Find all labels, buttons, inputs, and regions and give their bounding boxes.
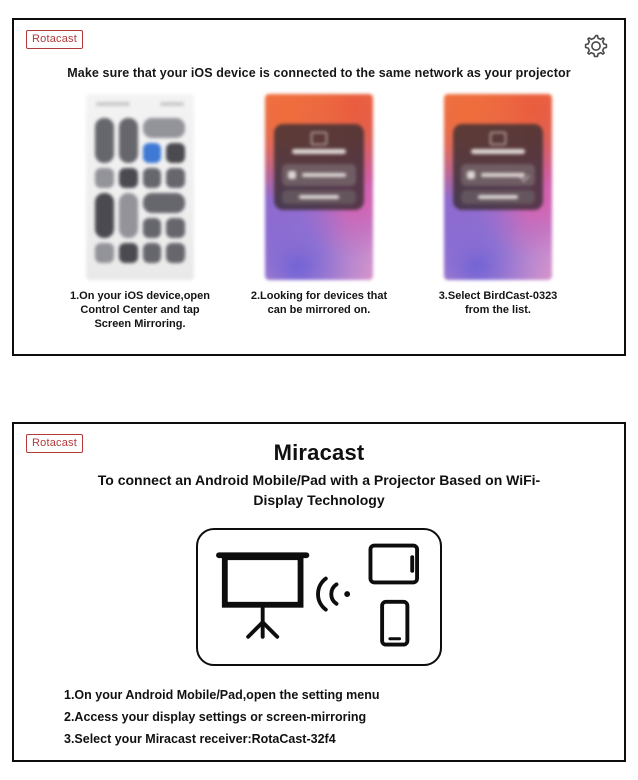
miracast-diagram	[196, 528, 442, 666]
ios-control-center-screenshot	[86, 94, 194, 280]
miracast-title: Miracast	[273, 440, 365, 465]
airplay-subtitle: Make sure that your iOS device is connected to the same network as your projector	[67, 66, 571, 80]
airplay-steps	[14, 94, 624, 331]
gear-icon[interactable]	[582, 32, 610, 60]
airplay-step-1-caption: 1.On your iOS device,open Control Center and tap Screen Mirroring.	[70, 290, 210, 330]
airplay-step-3	[422, 94, 574, 331]
miracast-instruction-3: 3.Select your Miracast receiver:RotaCast-32f4	[64, 732, 336, 746]
airplay-step-2-caption: 2.Looking for devices that can be mirrored on.	[250, 290, 388, 316]
wireless-signal-icon	[318, 579, 350, 610]
miracast-subtitle: To connect an Android Mobile/Pad with a Projector Based on WiFi-Display Technology	[97, 472, 541, 508]
miracast-instruction-2: 2.Access your display settings or screen-mirroring	[64, 710, 367, 724]
airplay-step-1	[64, 94, 216, 331]
airplay-instructions-panel	[12, 18, 626, 356]
miracast-instruction-1: 1.On your Android Mobile/Pad,open the setting menu	[64, 688, 380, 702]
ios-screen-mirroring-device-list-screenshot	[444, 94, 552, 280]
miracast-instructions	[64, 684, 380, 750]
ios-screen-mirroring-searching-screenshot	[265, 94, 373, 280]
airplay-step-3-caption: 3.Select BirdCast-0323 from the list.	[438, 290, 558, 316]
brand-tag-miracast: Rotacast	[26, 434, 83, 453]
brand-tag-airplay: Rotacast	[26, 30, 83, 49]
projector-icon	[219, 555, 306, 637]
smartphone-icon	[382, 602, 407, 645]
tablet-icon	[370, 546, 417, 583]
airplay-step-2	[243, 94, 395, 331]
miracast-instructions-panel	[12, 422, 626, 762]
